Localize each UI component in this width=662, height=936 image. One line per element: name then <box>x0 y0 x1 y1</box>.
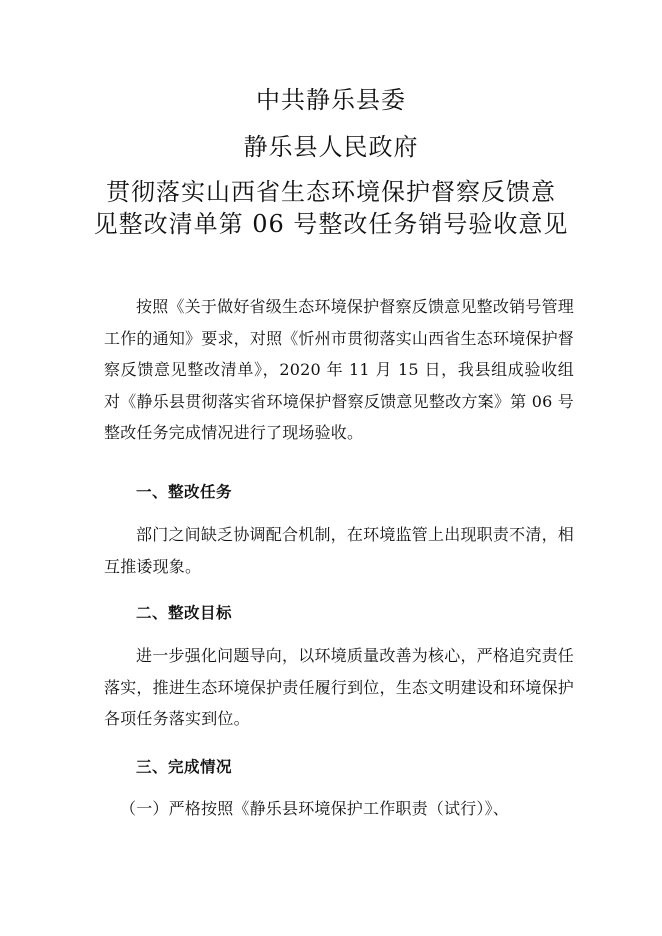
intro-paragraph: 按照《关于做好省级生态环境保护督察反馈意见整改销号管理工作的通知》要求，对照《忻州市贯彻落实山西省生态环境保护督察反馈意见整改清单》，2020 年 11 月 15 日，我县组成验收组对《静乐县贯彻落实省环境保护督察反馈意见整改方案》第 06 号整改任务完成情况进行了现场验收。 <box>104 297 574 442</box>
issuer-party-committee: 中共静乐县委 <box>256 86 406 114</box>
section-body-status: （一）严格按照《静乐县环境保护工作职责（试行）》、 <box>120 799 510 818</box>
section-heading-task: 一、整改任务 <box>136 483 233 501</box>
document-title-line-2: 见整改清单第 06 号整改任务销号验收意见 <box>93 210 569 238</box>
section-body-task: 部门之间缺乏协调配合机制，在环境监管上出现职责不清，相互推诿现象。 <box>104 525 574 576</box>
document-title-line-1: 贯彻落实山西省生态环境保护督察反馈意 <box>106 178 556 206</box>
issuer-county-government: 静乐县人民政府 <box>243 133 419 161</box>
section-heading-status: 三、完成情况 <box>136 758 233 776</box>
section-heading-goal: 二、整改目标 <box>136 604 233 622</box>
section-body-goal: 进一步强化问题导向，以环境质量改善为核心，严格追究责任落实，推进生态环境保护责任履行到位，生态文明建设和环境保护各项任务落实到位。 <box>104 646 574 728</box>
